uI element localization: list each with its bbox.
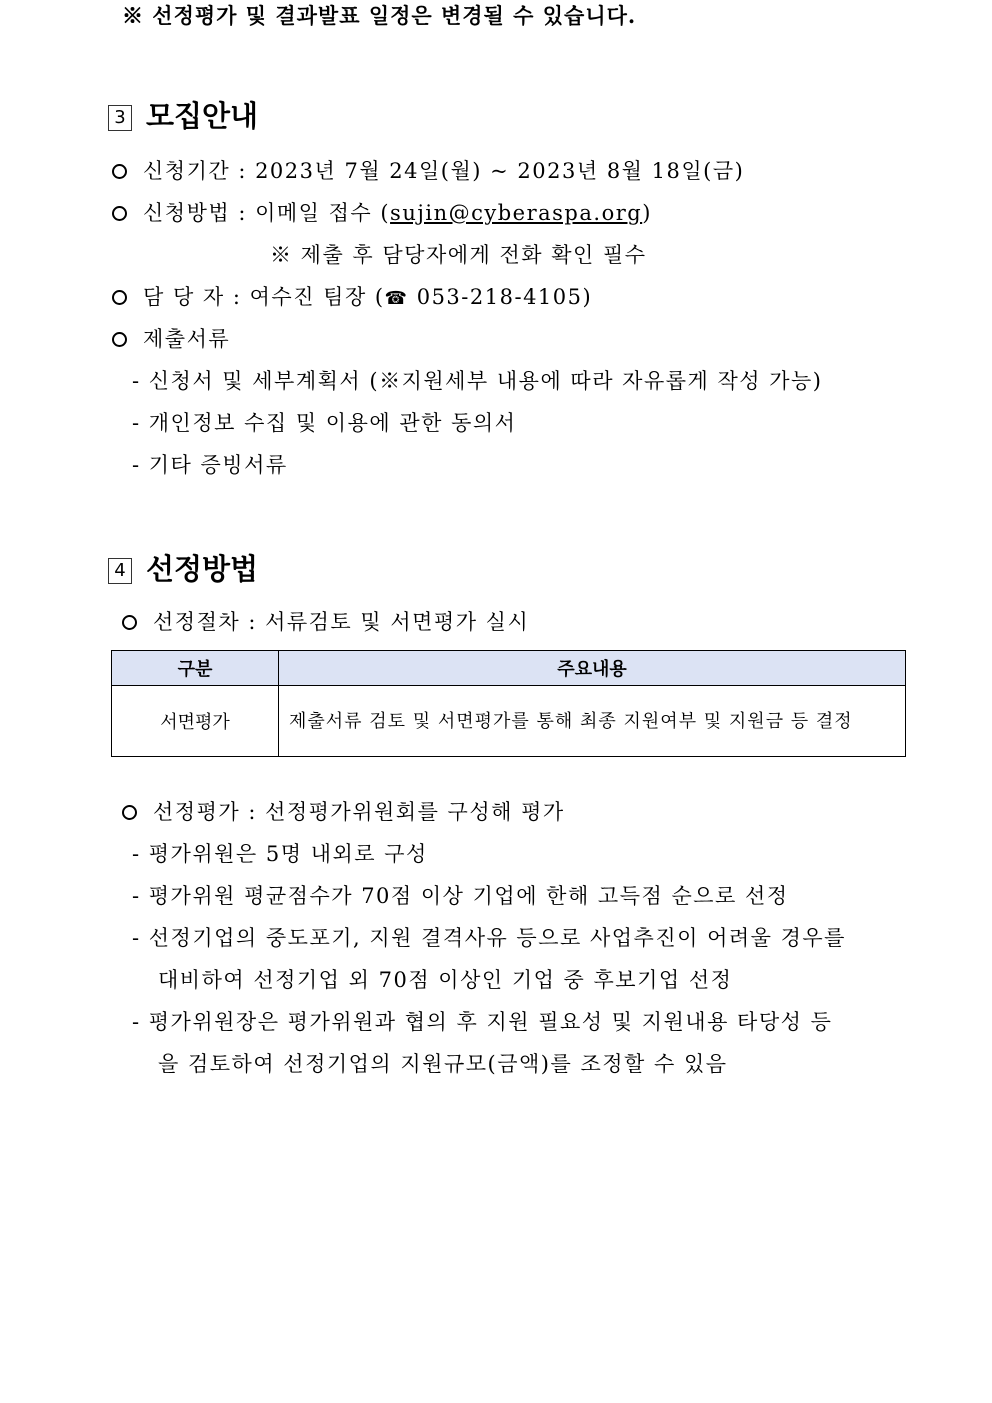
- table-header-row: [112, 651, 906, 686]
- contact-text: 담 당 자 : 여수진 팀장 (: [143, 285, 385, 309]
- circle-bullet-icon: [112, 332, 127, 347]
- selection-table: [111, 650, 906, 757]
- circle-bullet-icon: [122, 805, 137, 820]
- circle-bullet-icon: [112, 206, 127, 221]
- phone-icon: ☎: [384, 288, 409, 309]
- schedule-change-notice: ※ 선정평가 및 결과발표 일정은 변경될 수 있습니다.: [122, 3, 637, 28]
- procedure-text: 선정절차 : 서류검토 및 서면평가 실시: [153, 610, 530, 634]
- eval-item: - 선정기업의 중도포기, 지원 결격사유 등으로 사업추진이 어려울 경우를: [132, 926, 846, 950]
- eval-item-continuation: 대비하여 선정기업 외 70점 이상인 기업 중 후보기업 선정: [158, 968, 733, 992]
- table-cell-category: 서면평가: [112, 686, 279, 757]
- section-number-box: 3: [108, 105, 132, 131]
- circle-bullet-icon: [122, 615, 137, 630]
- section-3-heading: [108, 94, 258, 135]
- table-cell-content: 제출서류 검토 및 서면평가를 통해 최종 지원여부 및 지원금 등 결정: [279, 686, 906, 757]
- doc-item: - 기타 증빙서류: [132, 453, 288, 477]
- selection-procedure: [122, 606, 529, 636]
- eval-item: - 평가위원장은 평가위원과 협의 후 지원 필요성 및 지원내용 타당성 등: [132, 1010, 833, 1034]
- method-note: ※ 제출 후 담당자에게 전화 확인 필수: [270, 243, 647, 267]
- application-period: [112, 155, 744, 185]
- table-row: [112, 686, 906, 757]
- eval-item-continuation: 을 검토하여 선정기업의 지원규모(금액)를 조정할 수 있음: [158, 1052, 728, 1076]
- section-3-title: 모집안내: [146, 99, 259, 133]
- application-method-suffix: ): [642, 201, 652, 225]
- application-method: [112, 197, 652, 227]
- selection-evaluation: [122, 796, 565, 826]
- circle-bullet-icon: [112, 290, 127, 305]
- contact-person: [112, 281, 592, 311]
- section-number-box: 4: [108, 558, 132, 584]
- contact-phone-number: 053-218-4105): [408, 285, 593, 309]
- application-period-text: 신청기간 : 2023년 7월 24일(월) ~ 2023년 8월 18일(금): [143, 159, 745, 183]
- table-header: 주요내용: [279, 651, 906, 686]
- section-4-title: 선정방법: [146, 552, 259, 586]
- table-header: 구분: [112, 651, 279, 686]
- doc-item: - 신청서 및 세부계획서 (※지원세부 내용에 따라 자유롭게 작성 가능): [132, 369, 823, 393]
- evaluation-text: 선정평가 : 선정평가위원회를 구성해 평가: [153, 800, 565, 824]
- section-4-heading: [108, 547, 258, 588]
- eval-item: - 평가위원 평균점수가 70점 이상 기업에 한해 고득점 순으로 선정: [132, 884, 789, 908]
- circle-bullet-icon: [112, 164, 127, 179]
- email-link[interactable]: sujin@cyberaspa.org: [390, 201, 643, 225]
- docs-title-text: 제출서류: [143, 327, 231, 351]
- eval-item: - 평가위원은 5명 내외로 구성: [132, 842, 428, 866]
- doc-item: - 개인정보 수집 및 이용에 관한 동의서: [132, 411, 517, 435]
- application-method-text: 신청방법 : 이메일 접수 (: [143, 201, 391, 225]
- submission-documents-title: [112, 323, 230, 353]
